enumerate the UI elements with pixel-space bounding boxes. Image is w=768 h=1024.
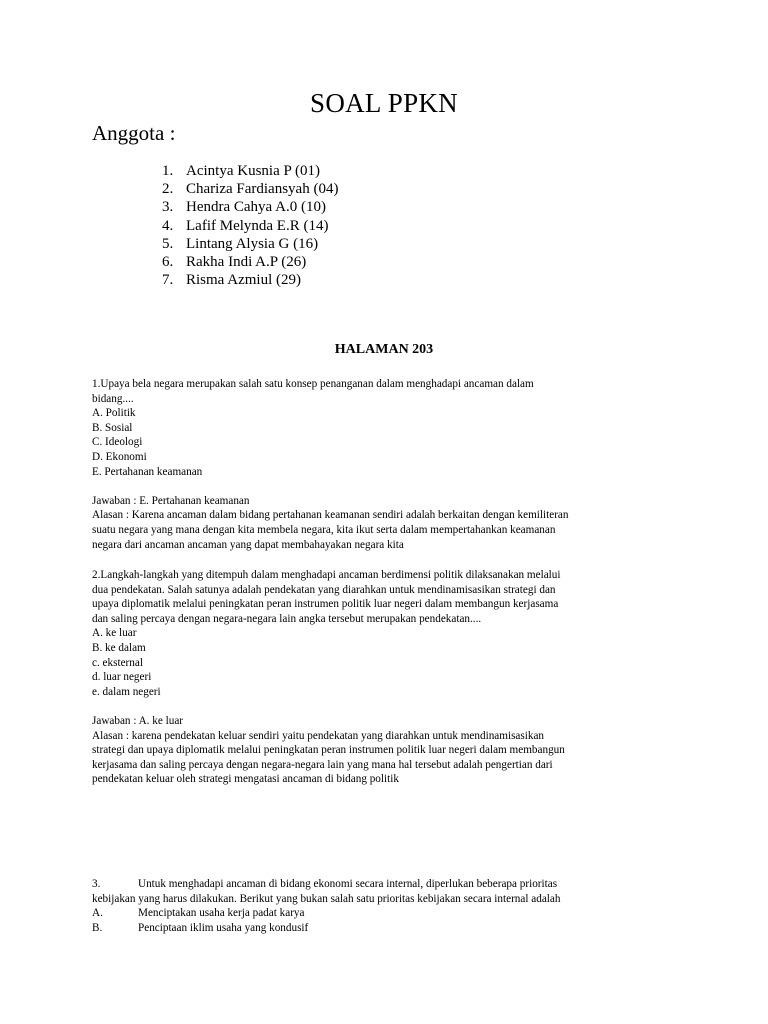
option-label: B. bbox=[92, 921, 103, 934]
member-item bbox=[162, 235, 338, 253]
member-name: Rakha Indi A.P (26) bbox=[186, 254, 307, 271]
member-item bbox=[162, 253, 338, 271]
option-text: Penciptaan iklim usaha yang kondusif bbox=[138, 921, 309, 934]
member-name: Chariza Fardiansyah (04) bbox=[186, 181, 339, 198]
reason-line: negara dari ancaman ancaman yang dapat membahayakan negara kita bbox=[92, 538, 404, 551]
option-b: B. Sosial bbox=[92, 421, 133, 434]
option-a: A. Politik bbox=[92, 407, 136, 420]
reason-line: kerjasama dan saling percaya dengan negara-negara lain yang mana hal tersebut adalah pengertian dari bbox=[92, 758, 553, 771]
document-title: SOAL PPKN bbox=[310, 88, 458, 118]
option-c: c. eksternal bbox=[92, 656, 143, 669]
section-title: HALAMAN 203 bbox=[334, 342, 434, 357]
members-list bbox=[162, 162, 338, 289]
member-item bbox=[162, 198, 338, 216]
question-text: kebijakan yang harus dilakukan. Berikut yang bukan salah satu prioritas kebijakan secara internal adalah bbox=[92, 892, 561, 905]
question-text: dua pendekatan. Salah satunya adalah pendekatan yang diarahkan untuk mendinamisasikan strategi dan bbox=[92, 583, 556, 596]
member-number: 7. bbox=[162, 272, 174, 289]
reason-line: strategi dan upaya diplomatik melalui peningkatan peran instrumen politik luar negeri dalam membangun bbox=[92, 744, 565, 757]
member-name: Acintya Kusnia P (01) bbox=[186, 163, 321, 179]
question-1 bbox=[92, 377, 682, 552]
member-number: 3. bbox=[162, 199, 174, 216]
question-line: Untuk menghadapi ancaman di bidang ekonomi secara internal, diperlukan beberapa prioritas bbox=[138, 878, 558, 890]
option-label: A. bbox=[92, 907, 103, 920]
option-text: Menciptakan usaha kerja padat karya bbox=[138, 907, 305, 920]
reason-line: Alasan : Karena ancaman dalam bidang pertahanan keamanan sendiri adalah berkaitan dengan kemiliteran bbox=[92, 509, 569, 522]
member-item bbox=[162, 271, 338, 289]
question-text: dan saling percaya dengan negara-negara lain angka tersebut merupakan pendekatan.... bbox=[92, 612, 482, 625]
member-number: 2. bbox=[162, 181, 174, 198]
members-label: Anggota : bbox=[92, 121, 176, 145]
member-name: Lafif Melynda E.R (14) bbox=[186, 217, 329, 234]
question-number: 3. bbox=[92, 878, 101, 890]
question-text: 2.Langkah-langkah yang ditempuh dalam menghadapi ancaman berdimensi politik dilaksanakan melalui bbox=[92, 569, 561, 581]
answer-line: Jawaban : E. Pertahanan keamanan bbox=[92, 494, 250, 507]
member-number: 6. bbox=[162, 254, 174, 271]
member-name: Risma Azmiul (29) bbox=[186, 272, 301, 289]
option-e: E. Pertahanan keamanan bbox=[92, 465, 203, 478]
answer-line: Jawaban : A. ke luar bbox=[92, 714, 184, 727]
question-text bbox=[92, 877, 682, 892]
member-item bbox=[162, 217, 338, 235]
option-e: e. dalam negeri bbox=[92, 685, 161, 698]
option-d: d. luar negeri bbox=[92, 671, 152, 684]
option-c: C. Ideologi bbox=[92, 436, 143, 449]
reason-line: pendekatan keluar oleh strategi mengatasi ancaman di bidang politik bbox=[92, 773, 399, 786]
question-text: bidang.... bbox=[92, 392, 134, 405]
option-d: D. Ekonomi bbox=[92, 450, 147, 463]
option-b bbox=[92, 921, 682, 936]
reason-line: Alasan : karena pendekatan keluar sendiri yaitu pendekatan yang diarahkan untuk mendinamisasikan bbox=[92, 729, 545, 742]
member-number: 5. bbox=[162, 235, 174, 252]
option-a: A. ke luar bbox=[92, 627, 137, 640]
question-text: 1.Upaya bela negara merupakan salah satu konsep penanganan dalam menghadapi ancaman dalam bbox=[92, 378, 534, 390]
question-2 bbox=[92, 568, 682, 787]
member-item bbox=[162, 180, 338, 198]
member-name: Hendra Cahya A.0 (10) bbox=[186, 199, 326, 216]
member-item bbox=[162, 162, 338, 180]
member-number: 4. bbox=[162, 217, 174, 234]
question-text: upaya diplomatik melalui peningkatan peran instrumen politik luar negeri dalam membangun kerjasama bbox=[92, 598, 559, 611]
member-name: Lintang Alysia G (16) bbox=[186, 235, 319, 252]
member-number: 1. bbox=[162, 163, 174, 179]
reason-line: suatu negara yang mana dengan kita membela negara, kita ikut serta dalam mempertahankan keamanan bbox=[92, 523, 556, 536]
option-a bbox=[92, 906, 682, 921]
question-3 bbox=[92, 877, 682, 935]
option-b: B. ke dalam bbox=[92, 641, 146, 654]
